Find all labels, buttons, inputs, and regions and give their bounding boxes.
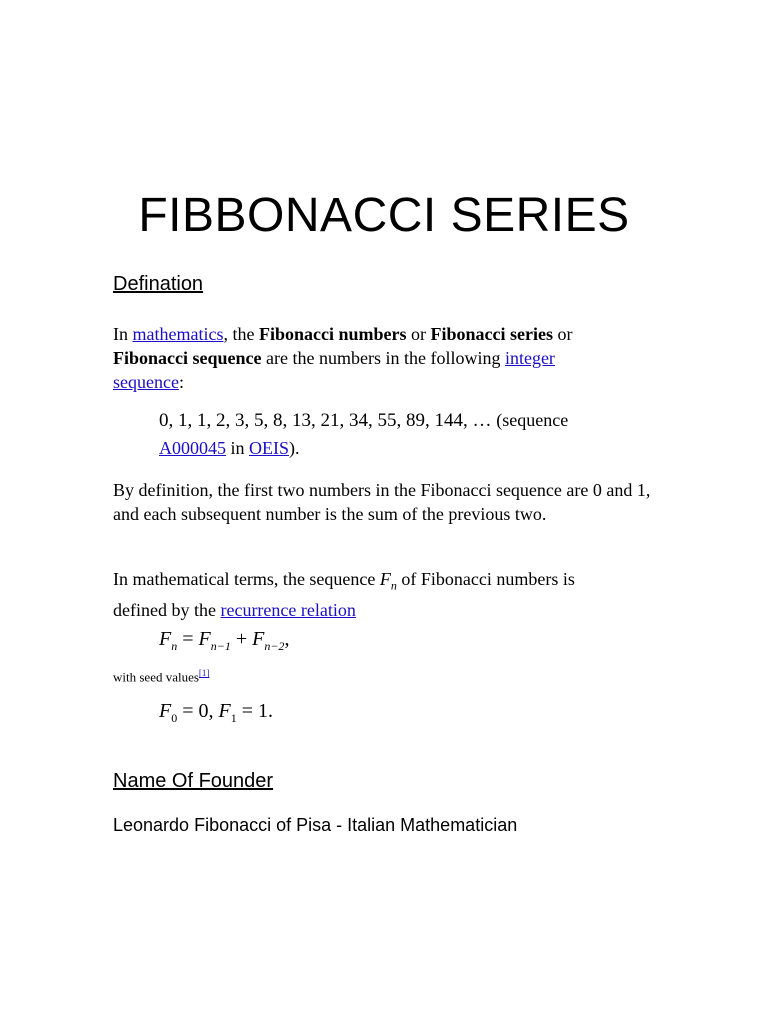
citation-link[interactable]: [1] (198, 668, 210, 678)
seed-values-text: with seed values[1] (113, 668, 210, 685)
seed-formula: $F_0 = 0$, $F_1 = 1$. (159, 700, 273, 725)
document-title: FIBBONACCI SERIES (138, 189, 630, 242)
definition-paragraph: By definition, the first two numbers in the Fibonacci sequence are 0 and 1, and each subsequent number is the sum of the previous two. (113, 480, 651, 524)
intro-paragraph: In mathematics, the Fibonacci numbers or Fibonacci series or Fibonacci sequence are the numbers in the following integer sequence: (113, 324, 573, 392)
definition-heading: Defination (113, 273, 204, 295)
founder-heading: Name Of Founder (113, 770, 274, 792)
sequence-reference: A000045 in OEIS). (159, 438, 300, 458)
integer-link[interactable]: integer (504, 348, 555, 368)
mathematics-link[interactable]: mathematics (132, 324, 224, 344)
oeis-link[interactable]: OEIS (249, 438, 290, 458)
sequence-link[interactable]: sequence (113, 372, 179, 392)
recurrence-formula: $F_n = F_{n-1} + F_{n-2}$, (159, 628, 290, 653)
a000045-link[interactable]: A000045 (159, 438, 226, 458)
recurrence-relation-link[interactable]: recurrence relation (220, 599, 356, 620)
sequence-values: 0, 1, 1, 2, 3, 5, 8, 13, 21, 34, 55, 89, 144, … (sequence (159, 410, 569, 431)
math-terms-paragraph: In mathematical terms, the sequence $F_n$ of Fibonacci numbers is defined by the recurrence relation (113, 569, 575, 620)
founder-name: Leonardo Fibonacci of Pisa - Italian Mathematician (113, 815, 518, 835)
